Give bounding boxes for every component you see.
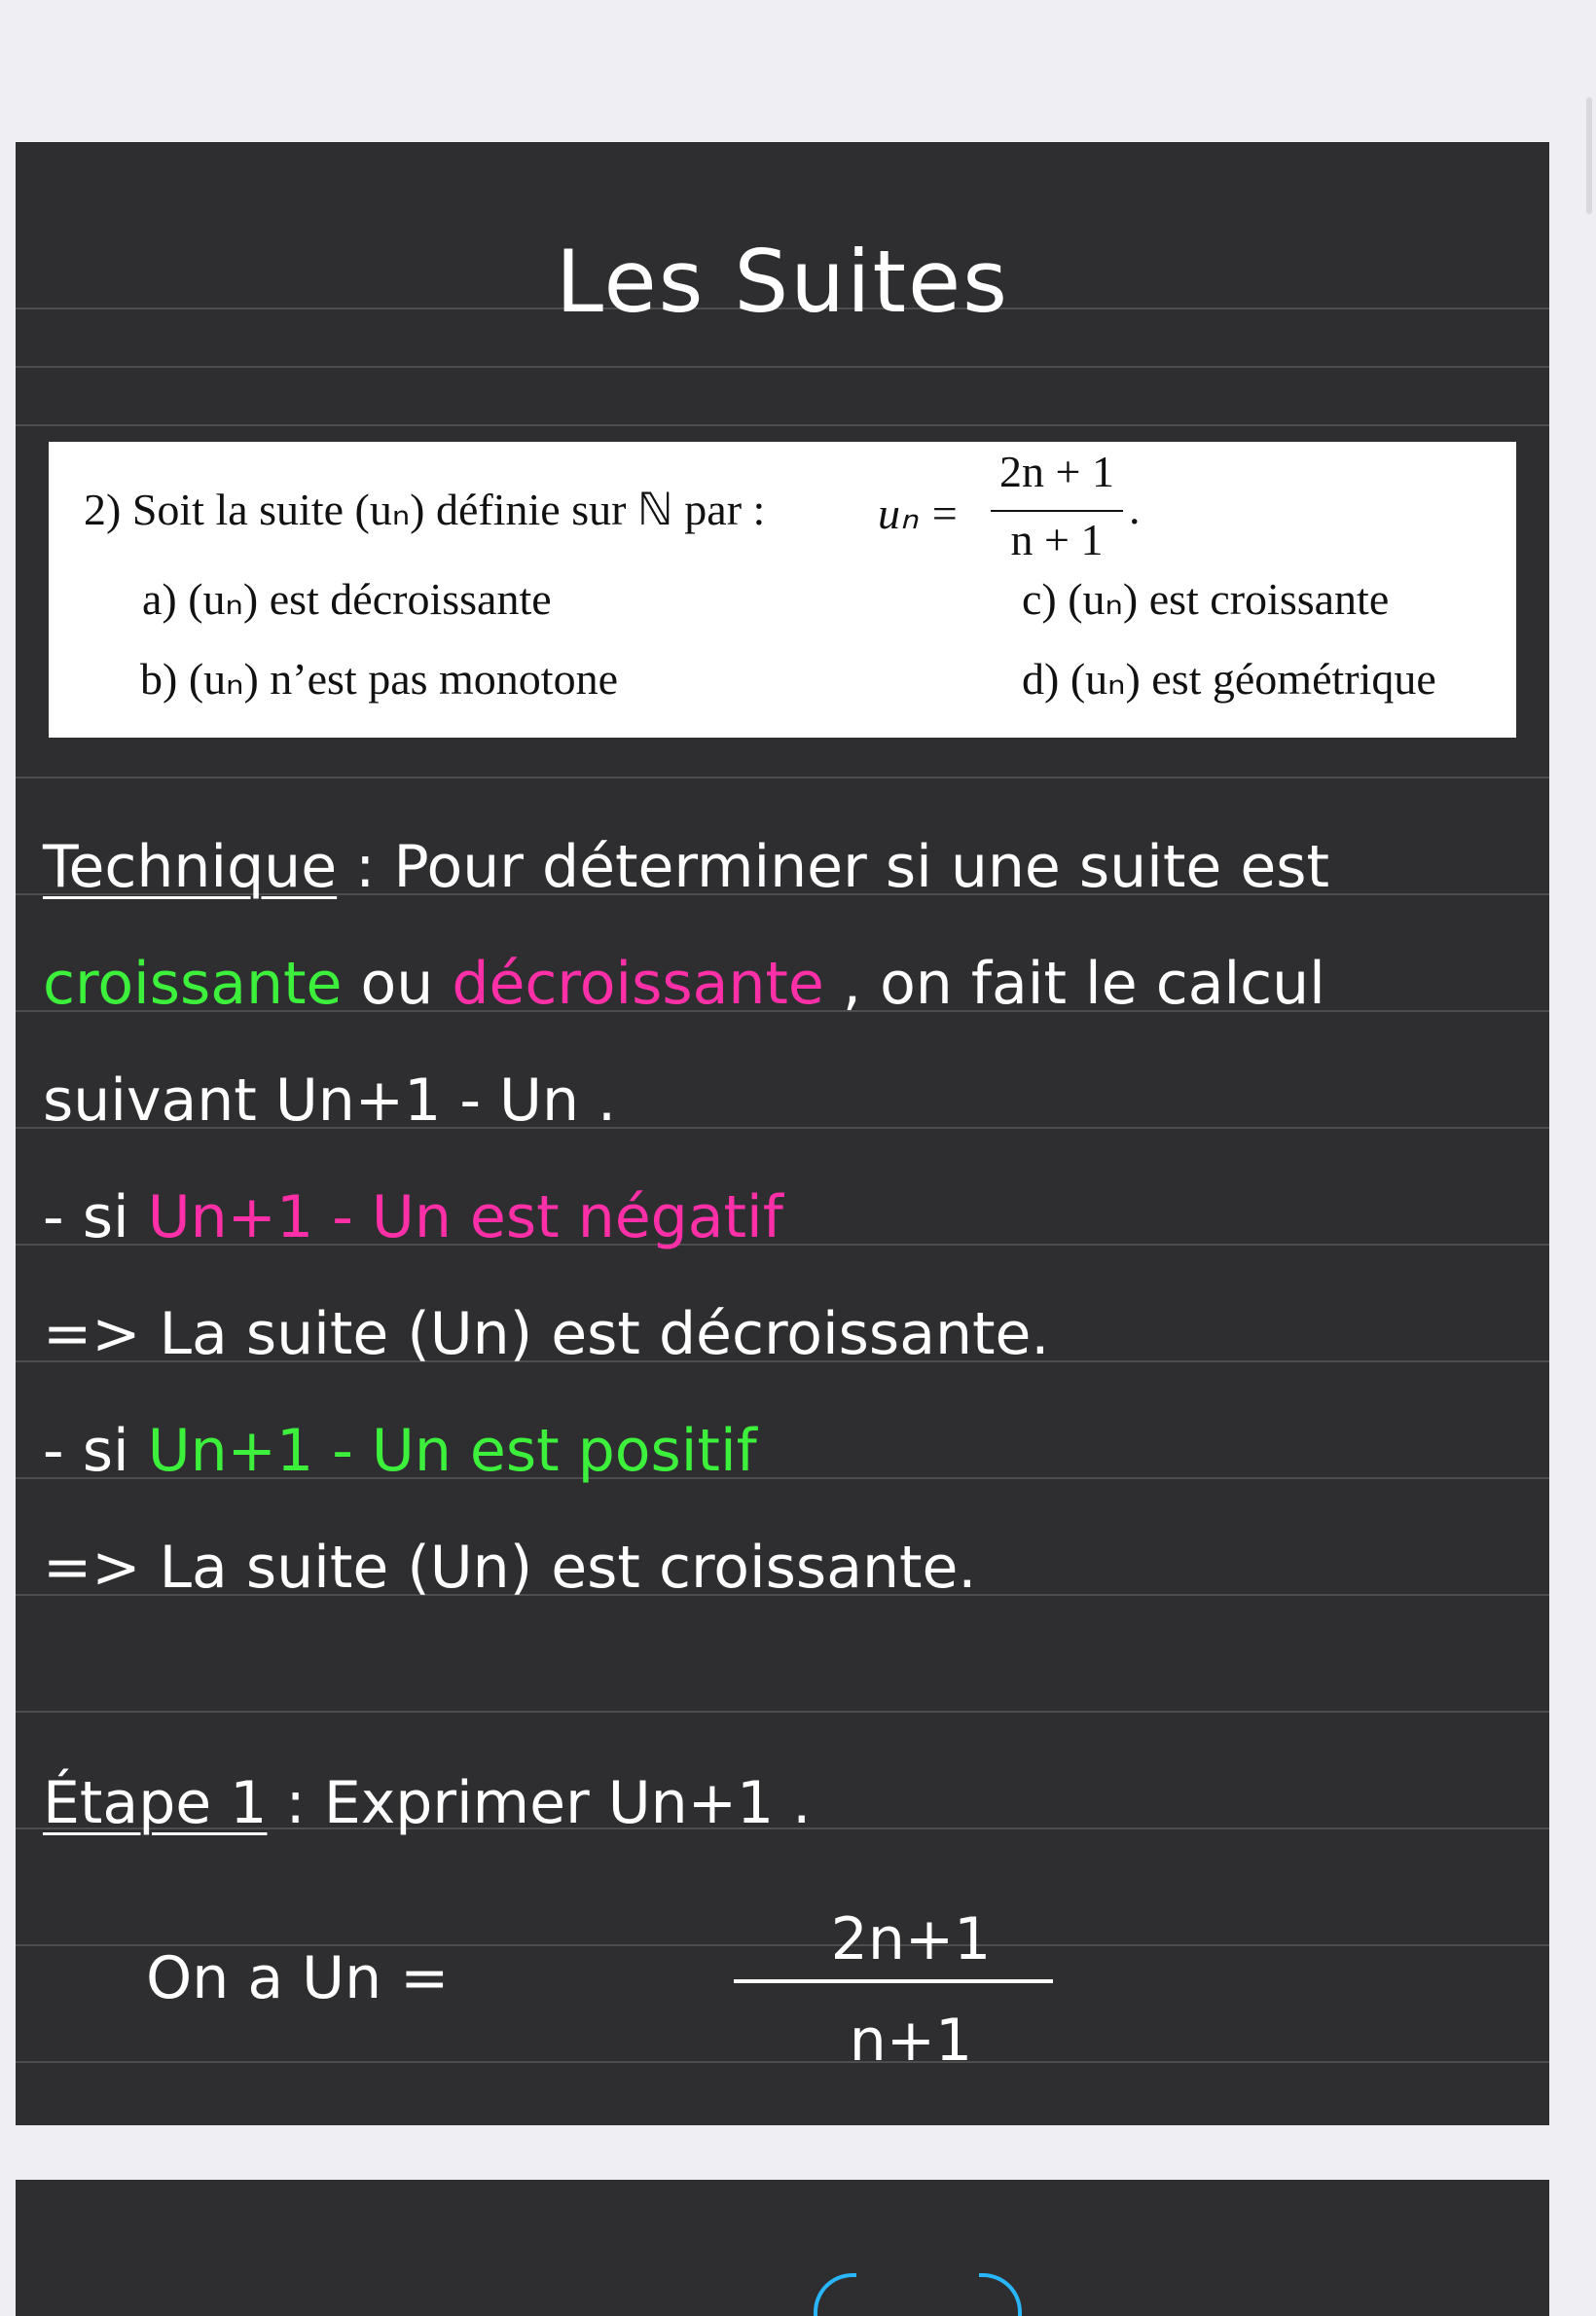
pos-dash: - si [43,1417,148,1485]
exercise-statement: 2) Soit la suite (uₙ) définie sur ℕ par : [84,485,766,534]
hand-fraction-denominator: n+1 [849,2007,973,2075]
word-decroissante: décroissante [452,950,824,1018]
step-label: Étape 1 [43,1769,268,1837]
exercise-period: . [1129,484,1141,533]
technique-line [43,833,1329,901]
suivant-line: suivant Un+1 - Un . [43,1067,617,1135]
word-ou: ou [342,950,453,1018]
neg-condition: Un+1 - Un est négatif [147,1183,783,1251]
option-b: b) (uₙ) n’est pas monotone [140,654,618,704]
blue-mark [814,2273,856,2316]
technique-text: : Pour déterminer si une suite est [337,833,1330,901]
fraction-bar [991,510,1123,512]
ruled-line [16,777,1549,778]
hand-fraction-bar [734,1979,1053,1983]
option-c: c) (uₙ) est croissante [1022,574,1390,624]
negative-condition-line [43,1183,783,1251]
calc-text: , on fait le calcul [823,950,1325,1018]
on-a-line: On a Un = [146,1944,450,2012]
word-croissante: croissante [43,950,343,1018]
blue-mark [979,2273,1022,2316]
fraction-numerator: 2n + 1 [999,447,1114,496]
exercise-lhs: uₙ = [878,489,960,538]
hand-fraction-numerator: 2n+1 [830,1905,992,1973]
page-title: Les Suites [555,232,1009,332]
scrollbar[interactable] [1586,97,1592,214]
option-d: d) (uₙ) est géométrique [1022,654,1436,704]
step-text: : Exprimer Un+1 . [267,1769,812,1837]
next-notebook-page [16,2180,1549,2316]
positive-condition-line [43,1417,757,1485]
pos-condition: Un+1 - Un est positif [147,1417,757,1485]
option-a: a) (uₙ) est décroissante [142,574,552,624]
fraction-denominator: n + 1 [1010,515,1104,564]
ruled-line [16,366,1549,368]
technique-label: Technique [43,833,338,901]
negative-result-line: => La suite (Un) est décroissante. [43,1300,1050,1368]
notebook-page [16,142,1549,2125]
croissante-line [43,950,1325,1018]
exercise-box [49,442,1516,738]
positive-result-line: => La suite (Un) est croissante. [43,1534,977,1602]
ruled-line [16,424,1549,426]
ruled-line [16,1711,1549,1713]
step-line [43,1769,811,1837]
neg-dash: - si [43,1183,148,1251]
